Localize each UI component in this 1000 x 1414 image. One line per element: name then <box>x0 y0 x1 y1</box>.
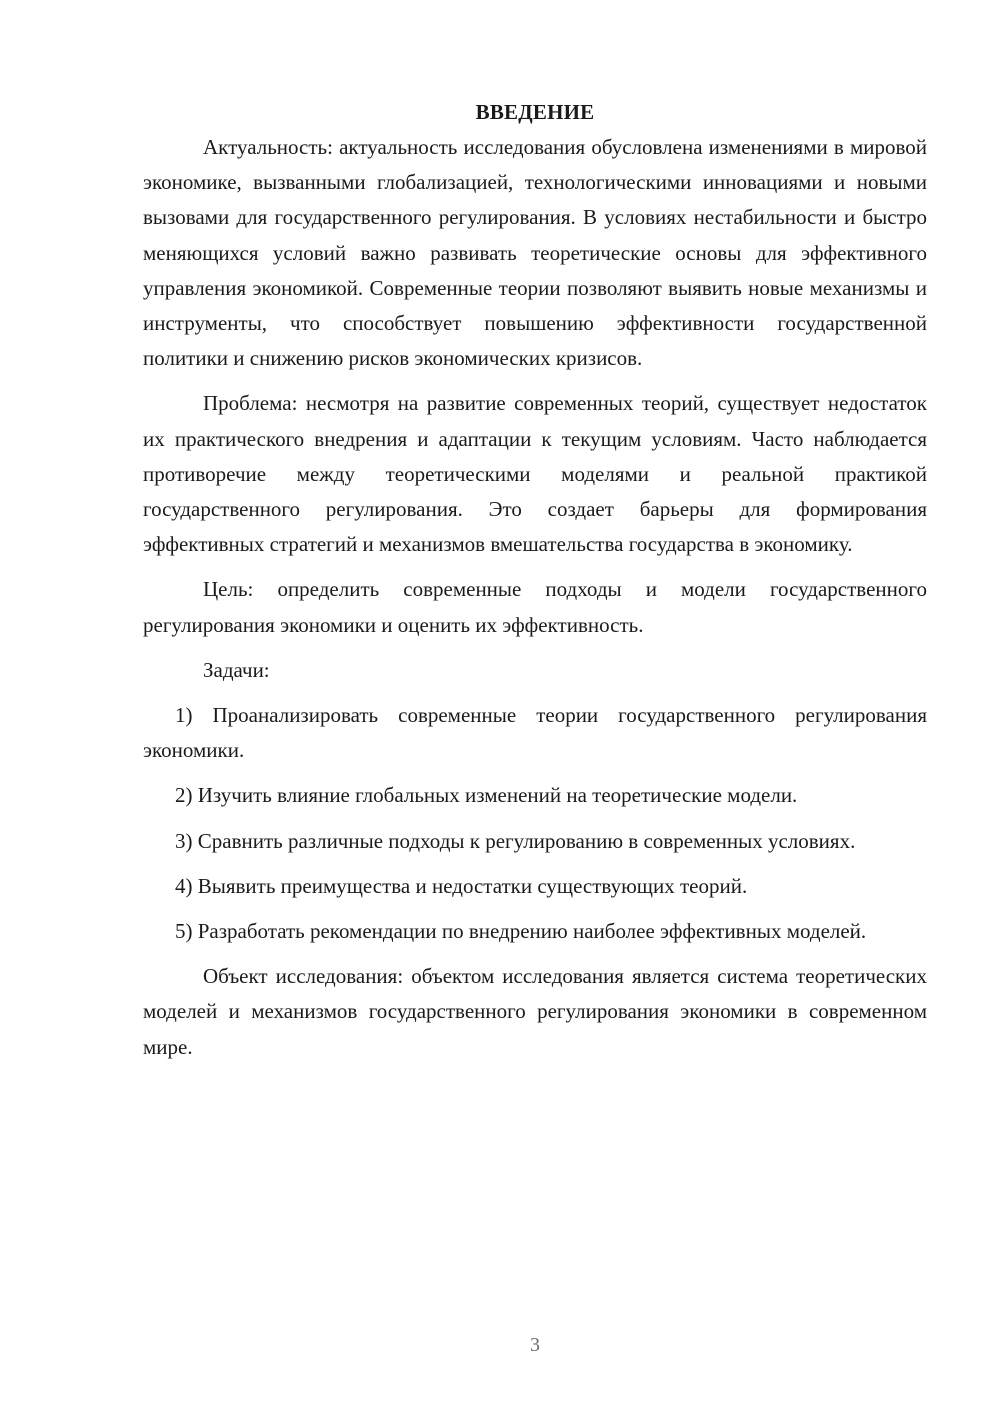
page-number: 3 <box>530 1334 540 1356</box>
object-paragraph: Объект исследования: объектом исследования является система теоретических моделей и механизмов государственного регулирования экономики в современном мире. <box>143 964 927 1059</box>
relevance-paragraph: Актуальность: актуальность исследования обусловлена изменениями в мировой экономике, вызванными глобализацией, технологическими инновациями и новыми вызовами для государственного регулирования. В условиях нестабильности и быстро меняющихся условий важно развивать теоретические основы для эффективного управления экономикой. Современные теории позволяют выявить новые механизмы и инструменты, что способствует повышению эффективности государственной политики и снижению рисков экономических кризисов. <box>143 135 927 371</box>
page-title: ВВЕДЕНИЕ <box>475 100 595 124</box>
task-item-2: 2) Изучить влияние глобальных изменений на теоретические модели. <box>175 783 798 808</box>
task-item-5: 5) Разработать рекомендации по внедрению наиболее эффективных моделей. <box>175 919 867 944</box>
problem-paragraph: Проблема: несмотря на развитие современных теорий, существует недостаток их практического внедрения и адаптации к текущим условиям. Часто наблюдается противоречие между теоретическими моделями и реальной практикой государственного регулирования. Это создает барьеры для формирования эффективных стратегий и механизмов вмешательства государства в экономику. <box>143 391 927 557</box>
task-item-3: 3) Сравнить различные подходы к регулированию в современных условиях. <box>175 828 856 853</box>
tasks-heading: Задачи: <box>203 657 270 682</box>
task-item-4: 4) Выявить преимущества и недостатки существующих теорий. <box>175 873 748 898</box>
task-item-1: 1) Проанализировать современные теории государственного регулирования экономики. <box>143 703 927 763</box>
page-content <box>143 95 927 1065</box>
goal-paragraph: Цель: определить современные подходы и модели государственного регулирования экономики и оценить их эффективность. <box>143 577 927 637</box>
